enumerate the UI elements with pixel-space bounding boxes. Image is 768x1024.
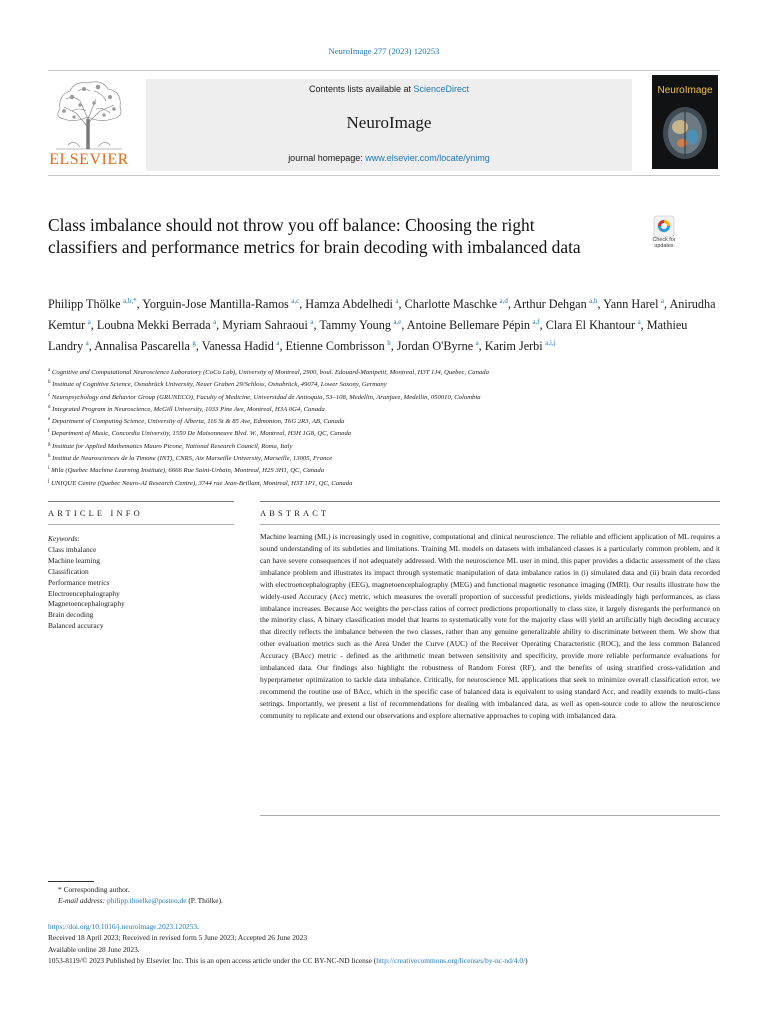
keyword-item: Performance metrics xyxy=(48,577,110,587)
author-name[interactable]: Anirudha Kemtur xyxy=(48,297,716,332)
affiliation-text: Mila (Quebec Machine Learning Institute), 6666 Rue Saint-Urbain, Montreal, H2S 3H1, QC, Canada xyxy=(51,467,325,475)
affiliation-text: Institute for Applied Mathematics Mauro Picone, National Research Council, Roma, Italy xyxy=(52,442,293,450)
check-for-updates-icon xyxy=(644,215,684,239)
author-affiliation-marker[interactable]: a xyxy=(87,318,91,326)
author-list: Philipp Thölke $^{a,b,*}$, Yorguin-Jose Mantilla-Ramos $^{a,c}$, Hamza Abdelhedi $^a$, Charlotte Maschke $^{a,d}$, Arthur Dehgan $^{a,h}$, Yann Harel $^a$, Anirudha Kemtur $^a$, Loubna Mekki Berrada $^a$, Myriam Sahraoui $^a$, Tammy Young $^{a,e}$, Antoine Bellemare Pépin $^{a,f}$, Clara El Khantour $^a$, Mathieu Landry $^a$, Annalisa Pascarella $^g$, Vanessa Hadid $^a$, Etienne Combrisson $^h$, Jordan O'Byrne $^a$, Karim Jerbi $^{a,i,j}$ xyxy=(48,297,716,353)
author-name[interactable]: Clara El Khantour xyxy=(545,318,636,332)
received-dates: Received 18 April 2023; Received in revised form 5 June 2023; Accepted 26 June 2023 xyxy=(48,933,308,943)
author-name[interactable]: Yorguin-Jose Mantilla-Ramos xyxy=(142,297,289,311)
author-affiliation-marker[interactable]: a,b,* xyxy=(123,297,137,305)
abstract-subrule xyxy=(260,524,720,525)
author-affiliation-marker[interactable]: a,h xyxy=(589,297,598,305)
affiliation-key: j xyxy=(48,478,50,484)
author-affiliation-marker[interactable]: a xyxy=(637,318,641,326)
author-affiliation-marker[interactable]: a,i,j xyxy=(545,339,556,347)
author-name[interactable]: Philipp Thölke xyxy=(48,297,121,311)
email-note: E-mail address: philipp.thoelke@posteo.de (P. Thölke). xyxy=(58,896,223,905)
affiliation-item xyxy=(48,427,728,439)
author-affiliation-marker[interactable]: a xyxy=(276,339,280,347)
affiliation-item xyxy=(48,366,728,378)
keywords-list xyxy=(48,545,218,632)
affiliation-key: e xyxy=(48,417,51,423)
author-affiliation-marker[interactable]: a,c xyxy=(291,297,300,305)
abstract-bottom-rule xyxy=(260,815,720,816)
affiliation-text: Institut de Neurosciences de la Timone (INT), CNRS, Aix Marseille University, Marseille, 13005, France xyxy=(52,455,333,463)
affiliation-key: g xyxy=(48,441,51,447)
affiliation-text: Department of Music, Concordia University, 1550 De Maisonneuve Blvd. W., Montreal, H3H 1G8, QC, Canada xyxy=(51,430,352,438)
affiliation-item xyxy=(48,477,728,489)
publication-info xyxy=(48,921,728,966)
keyword-item: Magnetoencephalography xyxy=(48,599,125,609)
affiliation-key: c xyxy=(48,392,51,398)
affiliation-key: i xyxy=(48,466,50,472)
affiliation-item xyxy=(48,415,728,427)
author-name[interactable]: Myriam Sahraoui xyxy=(222,318,308,332)
sciencedirect-link[interactable]: ScienceDirect xyxy=(413,84,470,94)
article-info-heading: ARTICLE INFO xyxy=(48,509,143,518)
keyword-item: Brain decoding xyxy=(48,610,94,620)
elsevier-tree-icon xyxy=(50,77,128,151)
author-affiliation-marker[interactable]: a xyxy=(475,339,479,347)
contents-availability: Contents lists available at ScienceDirect xyxy=(308,84,470,94)
author-affiliation-marker[interactable]: h xyxy=(387,339,391,347)
keyword-item: Class imbalance xyxy=(48,544,97,554)
author-affiliation-marker[interactable]: a xyxy=(213,318,217,326)
author-affiliation-marker[interactable]: a,e xyxy=(393,318,402,326)
abstract-rule xyxy=(260,501,720,502)
author-name[interactable]: Vanessa Hadid xyxy=(201,339,274,353)
author-name[interactable]: Karim Jerbi xyxy=(484,339,543,353)
corresponding-mark: * xyxy=(58,885,62,894)
keyword-item: Balanced accuracy xyxy=(48,621,104,631)
keywords-heading: Keywords: xyxy=(48,534,80,543)
check-for-updates-label: Check for updates xyxy=(652,237,676,249)
affiliation-text: Cognitive and Computational Neuroscience Laboratory (CoCo Lab), University of Montreal, 2900, boul. Edouard-Montpetit, Montreal, H3T 1J4, Quebec, Canada xyxy=(51,369,489,376)
author-affiliation-marker[interactable]: a xyxy=(310,318,314,326)
author-name[interactable]: Hamza Abdelhedi xyxy=(305,297,393,311)
author-affiliation-marker[interactable]: g xyxy=(192,339,196,347)
journal-info-panel xyxy=(146,79,632,171)
affiliation-key: h xyxy=(48,454,51,460)
author-name[interactable]: Tammy Young xyxy=(319,318,391,332)
footnotes xyxy=(48,884,728,906)
author-affiliation-marker[interactable]: a xyxy=(85,339,89,347)
affiliation-item xyxy=(48,403,728,415)
author-name[interactable]: Antoine Bellemare Pépin xyxy=(406,318,530,332)
journal-homepage-link[interactable]: www.elsevier.com/locate/ynimg xyxy=(365,153,490,163)
affiliation-text: Institute of Cognitive Science, Osnabrück University, Neuer Graben 29/Schloss, Osnabrück, 49074, Lower Saxony, Germany xyxy=(52,381,387,389)
brain-scan-icon xyxy=(652,75,718,169)
affiliation-text: Integrated Program in Neuroscience, McGill University, 1033 Pine Ave, Montreal, H3A 0G4, Canada xyxy=(52,405,325,413)
elsevier-wordmark: ELSEVIER xyxy=(49,151,129,168)
abstract-text: Machine learning (ML) is increasingly used in cognitive, computational and clinical neuroscience. The reliable and efficient application of ML requires a sound understanding of its subtleties and limitations. Training ML models on datasets with imbalanced classes is a particularly common problem, and it can have severe consequences if not adequately addressed. With the neuroscience ML user in mind, this paper provides a didactic assessment of the class imbalance problem and illustrates its impact through systematic manipulation of data imbalance ratios in (i) simulated data and (ii) brain data recorded with electroencephalography (EEG), magnetoencephalography (MEG) and functional magnetic resonance imaging (fMRI). Our results illustrate how the widely-used Accuracy (Acc) metric, which measures the overall proportion of successful predictions, yields misleadingly high performances, as class imbalance increases. Because Acc weights the per-class ratios of correct predictions proportionally to class size, it largely disregards the performance on the minority class. A binary classification model that learns to systematically vote for the majority class will yield an artificially high decoding accuracy that directly reflects the imbalance between the two classes, rather than any genuine generalizable ability to discriminate between them. We show that other evaluation metrics such as the Area Under the Curve (AUC) of the Receiver Operating Characteristic (ROC), and the less common Balanced Accuracy (BAcc) metric - defined as the arithmetic mean between sensitivity and specificity, provide more reliable performance evaluations for imbalanced data. Our findings also highlight the robustness of Random Forest (RF), and the benefits of using stratified cross-validation and hyperprameter optimization to tackle data imbalance. Critically, for neuroscience ML applications that seek to minimize overall classification error, we recommend the routine use of BAcc, which in the specific case of balanced data is equivalent to using standard Acc, and readily extends to multi-class settings. Importantly, we present a list of recommendations for dealing with imbalanced data, as well as open-source code to allow the neuroscience community to replicate and extend our observations and explore alternative approaches to coping with imbalanced data. xyxy=(260,532,720,720)
author-name[interactable]: Charlotte Maschke xyxy=(404,297,498,311)
author-affiliation-marker[interactable]: a xyxy=(395,297,399,305)
journal-header xyxy=(48,70,720,176)
affiliation-item xyxy=(48,378,728,390)
check-for-updates-button[interactable] xyxy=(644,215,684,257)
journal-name: NeuroImage xyxy=(346,113,432,132)
affiliation-item xyxy=(48,391,728,403)
affiliation-item xyxy=(48,440,728,452)
author-name[interactable]: Arthur Dehgan xyxy=(513,297,587,311)
journal-cover-image[interactable] xyxy=(652,75,718,169)
author-name[interactable]: Etienne Combrisson xyxy=(285,339,385,353)
article-info-rule xyxy=(48,501,234,502)
affiliation-text: UNIQUE Centre (Quebec Neuro-AI Research Centre), 3744 rue Jean-Brillant, Montreal, H3T 1P1, QC, Canada xyxy=(51,479,353,487)
author-name[interactable]: Jordan O'Byrne xyxy=(396,339,474,353)
author-name[interactable]: Annalisa Pascarella xyxy=(94,339,190,353)
keyword-item: Machine learning xyxy=(48,555,100,565)
affiliation-text: Neuropsychology and Behavior Group (GRUNECO), Faculty of Medicine, Universidad de Antioquia, 53–108, Medellin, Aranjuez, Medellin, 050010, Colombia xyxy=(51,393,481,401)
doi-line: https://doi.org/10.1016/j.neuroimage.2023.120253. xyxy=(48,922,199,931)
footnote-rule xyxy=(48,881,94,882)
keyword-item: Classification xyxy=(48,566,89,576)
keywords-section xyxy=(48,534,218,632)
author-name[interactable]: Yann Harel xyxy=(603,297,659,311)
affiliation-key: b xyxy=(48,380,51,386)
license-link[interactable]: http://creativecommons.org/licenses/by-nc-nd/4.0/ xyxy=(376,955,526,965)
doi-link[interactable]: https://doi.org/10.1016/j.neuroimage.2023.120253 xyxy=(48,922,198,931)
cover-title: NeuroImage xyxy=(657,85,713,96)
affiliation-item xyxy=(48,452,728,464)
journal-homepage: journal homepage: www.elsevier.com/locate/ynimg xyxy=(288,153,490,163)
affiliation-list xyxy=(48,366,728,489)
article-info-subrule xyxy=(48,524,234,525)
author-name[interactable]: Loubna Mekki Berrada xyxy=(96,318,211,332)
corresponding-author-note: * Corresponding author. xyxy=(58,885,130,894)
journal-citation-link[interactable]: NeuroImage 277 (2023) 120253 xyxy=(328,46,440,56)
affiliation-item xyxy=(48,464,728,476)
available-online: Available online 28 June 2023. xyxy=(48,944,140,954)
keyword-item: Electroencephalography xyxy=(48,588,120,598)
abstract-heading: ABSTRACT xyxy=(260,509,330,518)
affiliation-text: Department of Computing Science, University of Alberta, 116 St & 85 Ave, Edmonton, T6G 2R3, AB, Canada xyxy=(51,418,345,426)
elsevier-logo[interactable] xyxy=(48,75,130,173)
author-email-link[interactable]: philipp.thoelke@posteo.de xyxy=(107,896,187,905)
author-affiliation-marker[interactable]: a,f xyxy=(532,318,540,326)
affiliation-key: f xyxy=(48,429,50,435)
article-title: Class imbalance should not throw you off balance: Choosing the right classifiers and performance metrics for brain decoding with imbalanced data xyxy=(48,215,581,257)
affiliation-key: a xyxy=(48,368,51,373)
author-affiliation-marker[interactable]: a,d xyxy=(499,297,508,305)
author-affiliation-marker[interactable]: a xyxy=(660,297,665,305)
author-name[interactable]: Mathieu Landry xyxy=(48,318,688,353)
license-line: 1053-8119/© 2023 Published by Elsevier Inc. This is an open access article under the CC BY-NC-ND license (http://creativecommons.org/licenses/by-nc-nd/4.0/) xyxy=(48,955,528,965)
affiliation-key: d xyxy=(48,404,51,410)
